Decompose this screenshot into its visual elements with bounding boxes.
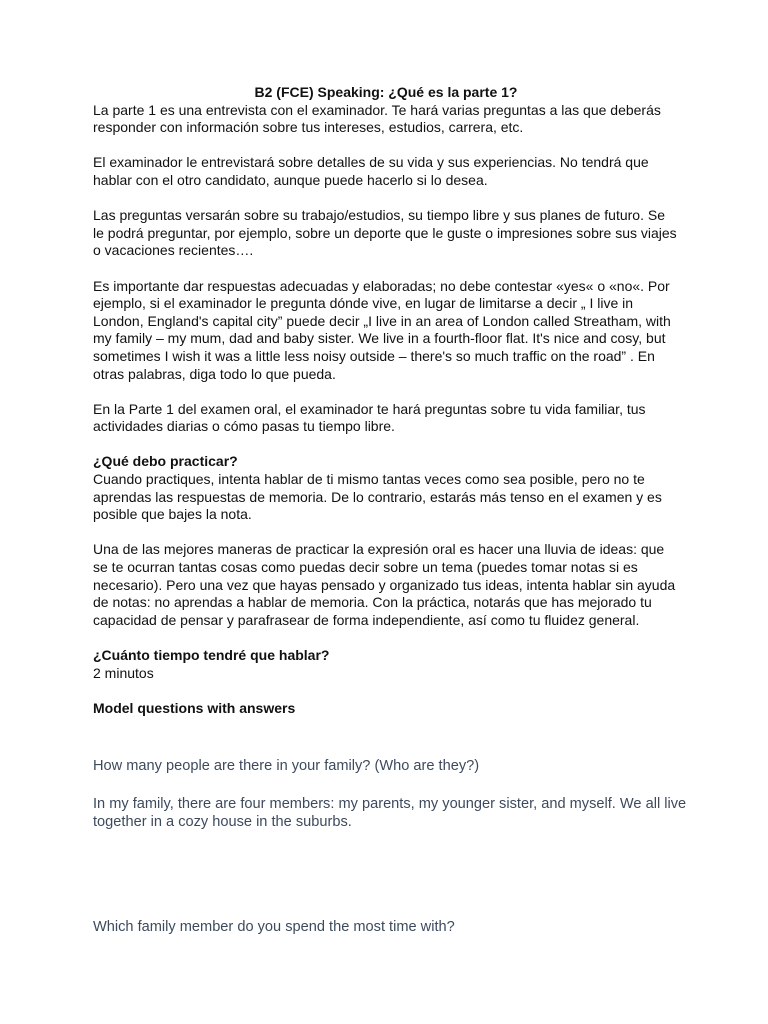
time-heading: ¿Cuánto tiempo tendré que hablar? — [93, 647, 330, 663]
model-questions-heading: Model questions with answers — [93, 699, 296, 716]
paragraph-interview-details: El examinador le entrevistará sobre detalles de su vida y sus experiencias. No tendrá que hablar con el otro candidato, aunque puede hacerlo si lo desea. — [93, 154, 649, 188]
model-question-1: How many people are there in your family? (Who are they?) — [93, 758, 480, 774]
practice-heading: ¿Qué debo practicar? — [93, 453, 238, 470]
model-question-2: Which family member do you spend the most time with? — [93, 919, 455, 935]
time-answer: 2 minutos — [93, 664, 154, 681]
paragraph-elaborate-answers: Es importante dar respuestas adecuadas y elaboradas; no debe contestar «yes« o «no«. Por ejemplo, si el examinador le pregunta dónde vive, en lugar de limitarse a decir „ I live in London, England's capital city” puede decir „I live in an area of London called Streatham, with my family – my mum, dad and baby sister. We live in a fourth-floor flat. It's nice and cosy, but sometimes I wish it was a little less noisy outside – there's so much traffic on the road” . En otras palabras, diga todo lo que pueda. — [93, 277, 671, 382]
paragraph-question-topics: Las preguntas versarán sobre su trabajo/estudios, su tiempo libre y sus planes de futuro. Se le podrá preguntar, por ejemplo, sobre un deporte que le guste o impresiones sobre sus viajes o vacaciones recientes…. — [93, 207, 677, 259]
practice-paragraph-1: Cuando practiques, intenta hablar de ti mismo tantas veces como sea posible, pero no te aprendas las respuestas de memoria. De lo contrario, estarás más tenso en el examen y es posible que bajes la nota. — [93, 471, 662, 523]
practice-paragraph-2: Una de las mejores maneras de practicar la expresión oral es hacer una lluvia de ideas: que se te ocurran tantas cosas como puedas decir sobre un tema (puedes tomar notas si es necesario). Pero una vez que hayas pensado y organizado tus ideas, intenta hablar sin ayuda de notas: no aprendas a hablar de memoria. Con la práctica, notarás que has mejorado tu capacidad de pensar y parafrasear de forma independiente, así como tu fluidez general. — [93, 541, 676, 628]
paragraph-part1-topics: En la Parte 1 del examen oral, el examinador te hará preguntas sobre tu vida familiar, tus actividades diarias o cómo pasas tu tiempo libre. — [93, 400, 646, 435]
document-page — [93, 84, 679, 717]
model-answer-1: In my family, there are four members: my parents, my younger sister, and myself. We all live together in a cozy house in the suburbs. — [93, 796, 687, 830]
intro-paragraph: La parte 1 es una entrevista con el examinador. Te hará varias preguntas a las que deberás responder con información sobre tus intereses, estudios, carrera, etc. — [93, 101, 661, 136]
page-title: B2 (FCE) Speaking: ¿Qué es la parte 1? — [254, 84, 518, 100]
